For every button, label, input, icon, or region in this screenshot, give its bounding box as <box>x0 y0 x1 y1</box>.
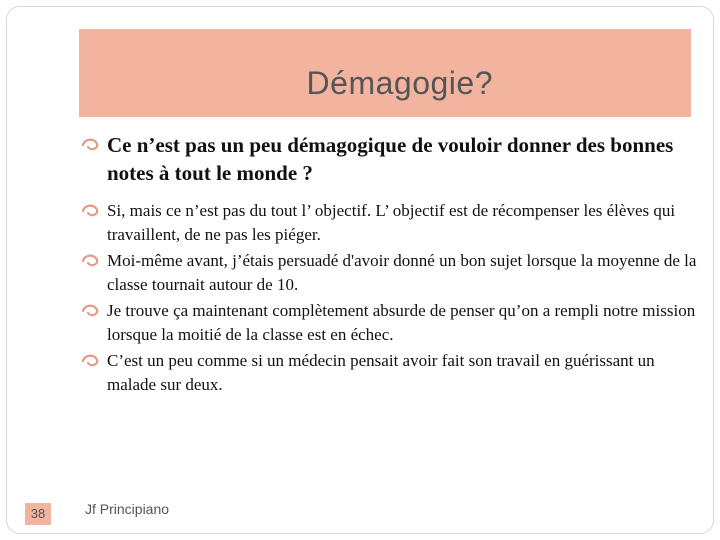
swirl-bullet-icon <box>79 134 101 156</box>
bullet-item <box>79 249 699 297</box>
swirl-bullet-icon <box>79 250 101 272</box>
swirl-bullet-icon <box>79 350 101 372</box>
bullet-list <box>79 131 699 399</box>
bullet-item <box>79 199 699 247</box>
bullet-item <box>79 349 699 397</box>
author-footer: Jf Principiano <box>85 501 170 517</box>
page-number: 38 <box>25 503 51 525</box>
bullet-text: Moi-même avant, j’étais persuadé d'avoir donné un bon sujet lorsque la moyenne de la classe tournait autour de 10. <box>107 251 697 294</box>
swirl-bullet-icon <box>79 200 101 222</box>
slide <box>6 6 714 534</box>
bullet-text: C’est un peu comme si un médecin pensait avoir fait son travail en guérissant un malade sur deux. <box>107 351 655 394</box>
bullet-text: Ce n’est pas un peu démagogique de vouloir donner des bonnes notes à tout le monde ? <box>107 133 674 185</box>
bullet-item <box>79 131 699 187</box>
bullet-text: Je trouve ça maintenant complètement absurde de penser qu’on a rempli notre mission lorsque la moitié de la classe est en échec. <box>107 301 696 344</box>
bullet-item <box>79 299 699 347</box>
slide-title: Démagogie? <box>306 65 493 101</box>
bullet-text: Si, mais ce n’est pas du tout l’ objectif. L’ objectif est de récompenser les élèves qui travaillent, de ne pas les piéger. <box>107 201 676 244</box>
swirl-bullet-icon <box>79 300 101 322</box>
